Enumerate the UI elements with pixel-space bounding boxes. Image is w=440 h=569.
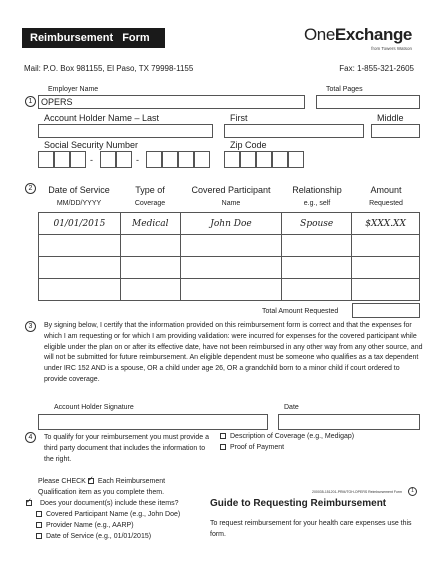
brand-name-exchange: Exchange (334, 25, 412, 44)
table-cell[interactable] (39, 257, 121, 279)
zip-digit-field[interactable] (256, 151, 272, 168)
mail-address: Mail: P.O. Box 981155, El Paso, TX 79998-1155 (24, 64, 194, 73)
ssn-digit-field[interactable] (54, 151, 70, 168)
date-label: Date (284, 404, 299, 411)
example-relationship[interactable]: Spouse (282, 213, 352, 235)
checkmark-icon (88, 478, 94, 484)
table-cell[interactable] (282, 235, 352, 257)
col-header-date: Date of Service (48, 185, 110, 195)
ssn-digit-field[interactable] (100, 151, 116, 168)
middle-name-field[interactable] (371, 124, 420, 138)
table-row (39, 235, 420, 257)
ssn-digit-field[interactable] (70, 151, 86, 168)
ssn-label: Social Security Number (44, 140, 139, 150)
total-pages-label: Total Pages (326, 86, 363, 93)
form-code: 200035-151201-PRM/TOH-OPERS Reimbursement Form (312, 490, 402, 494)
example-date[interactable]: 01/01/2015 (39, 213, 121, 235)
item-participant: Covered Participant Name (e.g., John Doe) (36, 511, 180, 518)
first-name-field[interactable] (224, 124, 364, 138)
item-provider: Provider Name (e.g., AARP) (36, 522, 134, 529)
checkmark-icon (26, 500, 32, 506)
section-1-number: 1 (25, 96, 36, 107)
example-amount[interactable]: $XXX.XX (352, 213, 420, 235)
col-header-amount: Amount (370, 185, 402, 195)
section-4-number: 4 (25, 432, 36, 443)
col-subheader-amount: Requested (369, 200, 403, 207)
does-doc-question: ✓Does your document(s) include these items? (26, 500, 179, 507)
checkbox[interactable] (36, 533, 42, 539)
certification-text: By signing below, I certify that the information provided on this reimbursement form is correct and that the expenses for which I am requesting or for which I am providing validation: were incurred for expenses for the covered participant while eligible under the plan on or after its effective date, have not been reimbursed in any other way from any other source, and will not be submitted for future reimbursement. An eligible dependent must be someone who qualifies as a tax dependent under IRC 152 AND is a spouse, OR a child under age 26, OR a grandchild born to a minor child if court ordered to provide coverage. (44, 322, 423, 383)
page-1-marker: 1 (408, 487, 417, 496)
ssn-digit-field[interactable] (38, 151, 54, 168)
table-cell[interactable] (180, 279, 282, 301)
checkbox[interactable] (220, 444, 226, 450)
zip-digit-field[interactable] (288, 151, 304, 168)
col-subheader-participant: Name (221, 200, 241, 207)
form-title: Reimbursement Form (22, 28, 165, 48)
table-cell[interactable] (39, 279, 121, 301)
zip-label: Zip Code (230, 140, 267, 150)
guide-text: To request reimbursement for your health care expenses use this form. (210, 520, 412, 538)
zip-digit-field[interactable] (240, 151, 256, 168)
table-cell[interactable] (352, 279, 420, 301)
total-pages-field[interactable] (316, 95, 420, 109)
checkbox[interactable] (36, 511, 42, 517)
check-instruction-line1: Please CHECK ✓ Each Reimbursement (38, 478, 165, 485)
qualify-text: To qualify for your reimbursement you must provide a third party document that includes the information to the right. (44, 434, 209, 463)
table-row (39, 213, 420, 235)
table-row (39, 279, 420, 301)
table-cell[interactable] (120, 279, 180, 301)
ssn-dash: - (90, 155, 93, 165)
table-cell[interactable] (282, 257, 352, 279)
col-header-coverage: Type of (135, 185, 165, 195)
employer-name-field[interactable]: OPERS (38, 95, 305, 109)
fax-number: Fax: 1-855-321-2605 (339, 64, 414, 73)
ssn-dash: - (136, 155, 139, 165)
zip-digit-field[interactable] (272, 151, 288, 168)
ssn-digit-field[interactable] (146, 151, 162, 168)
ssn-digit-field[interactable] (194, 151, 210, 168)
brand-name-one: One (303, 25, 335, 44)
ssn-digit-field[interactable] (116, 151, 132, 168)
example-participant[interactable]: John Doe (180, 213, 282, 235)
total-amount-label: Total Amount Requested (262, 308, 339, 315)
last-name-label: Account Holder Name – Last (44, 113, 160, 123)
middle-name-label: Middle (377, 113, 404, 123)
col-header-relationship: Relationship (292, 185, 342, 195)
table-cell[interactable] (180, 257, 282, 279)
brand-logo (304, 25, 412, 51)
option-payment: Proof of Payment (220, 444, 284, 451)
table-cell[interactable] (282, 279, 352, 301)
ssn-digit-field[interactable] (178, 151, 194, 168)
total-amount-field[interactable] (352, 303, 420, 318)
date-field[interactable] (278, 414, 420, 430)
check-instruction-line2: Qualification item as you complete them. (38, 489, 165, 496)
table-cell[interactable] (352, 257, 420, 279)
option-description: Description of Coverage (e.g., Medigap) (220, 433, 354, 440)
col-subheader-relationship: e.g., self (303, 200, 331, 207)
signature-label: Account Holder Signature (54, 404, 134, 411)
service-table (38, 212, 420, 301)
table-cell[interactable] (120, 235, 180, 257)
checkbox[interactable] (220, 433, 226, 439)
first-name-label: First (230, 113, 248, 123)
zip-digit-field[interactable] (224, 151, 240, 168)
table-row (39, 257, 420, 279)
table-cell[interactable] (120, 257, 180, 279)
signature-field[interactable] (38, 414, 268, 430)
table-cell[interactable] (39, 235, 121, 257)
employer-label: Employer Name (48, 86, 99, 93)
example-coverage[interactable]: Medical (120, 213, 180, 235)
section-2-number: 2 (25, 183, 36, 194)
col-subheader-date: MM/DD/YYYY (56, 200, 102, 207)
col-subheader-coverage: Coverage (134, 200, 166, 207)
last-name-field[interactable] (38, 124, 213, 138)
ssn-digit-field[interactable] (162, 151, 178, 168)
table-cell[interactable] (352, 235, 420, 257)
item-date: Date of Service (e.g., 01/01/2015) (36, 533, 151, 540)
guide-title: Guide to Requesting Reimbursement (210, 498, 387, 509)
section-3-number: 3 (25, 321, 36, 332)
table-cell[interactable] (180, 235, 282, 257)
brand-subtitle: from Towers Watson (371, 46, 412, 51)
checkbox[interactable] (36, 522, 42, 528)
col-header-participant: Covered Participant (191, 185, 271, 195)
